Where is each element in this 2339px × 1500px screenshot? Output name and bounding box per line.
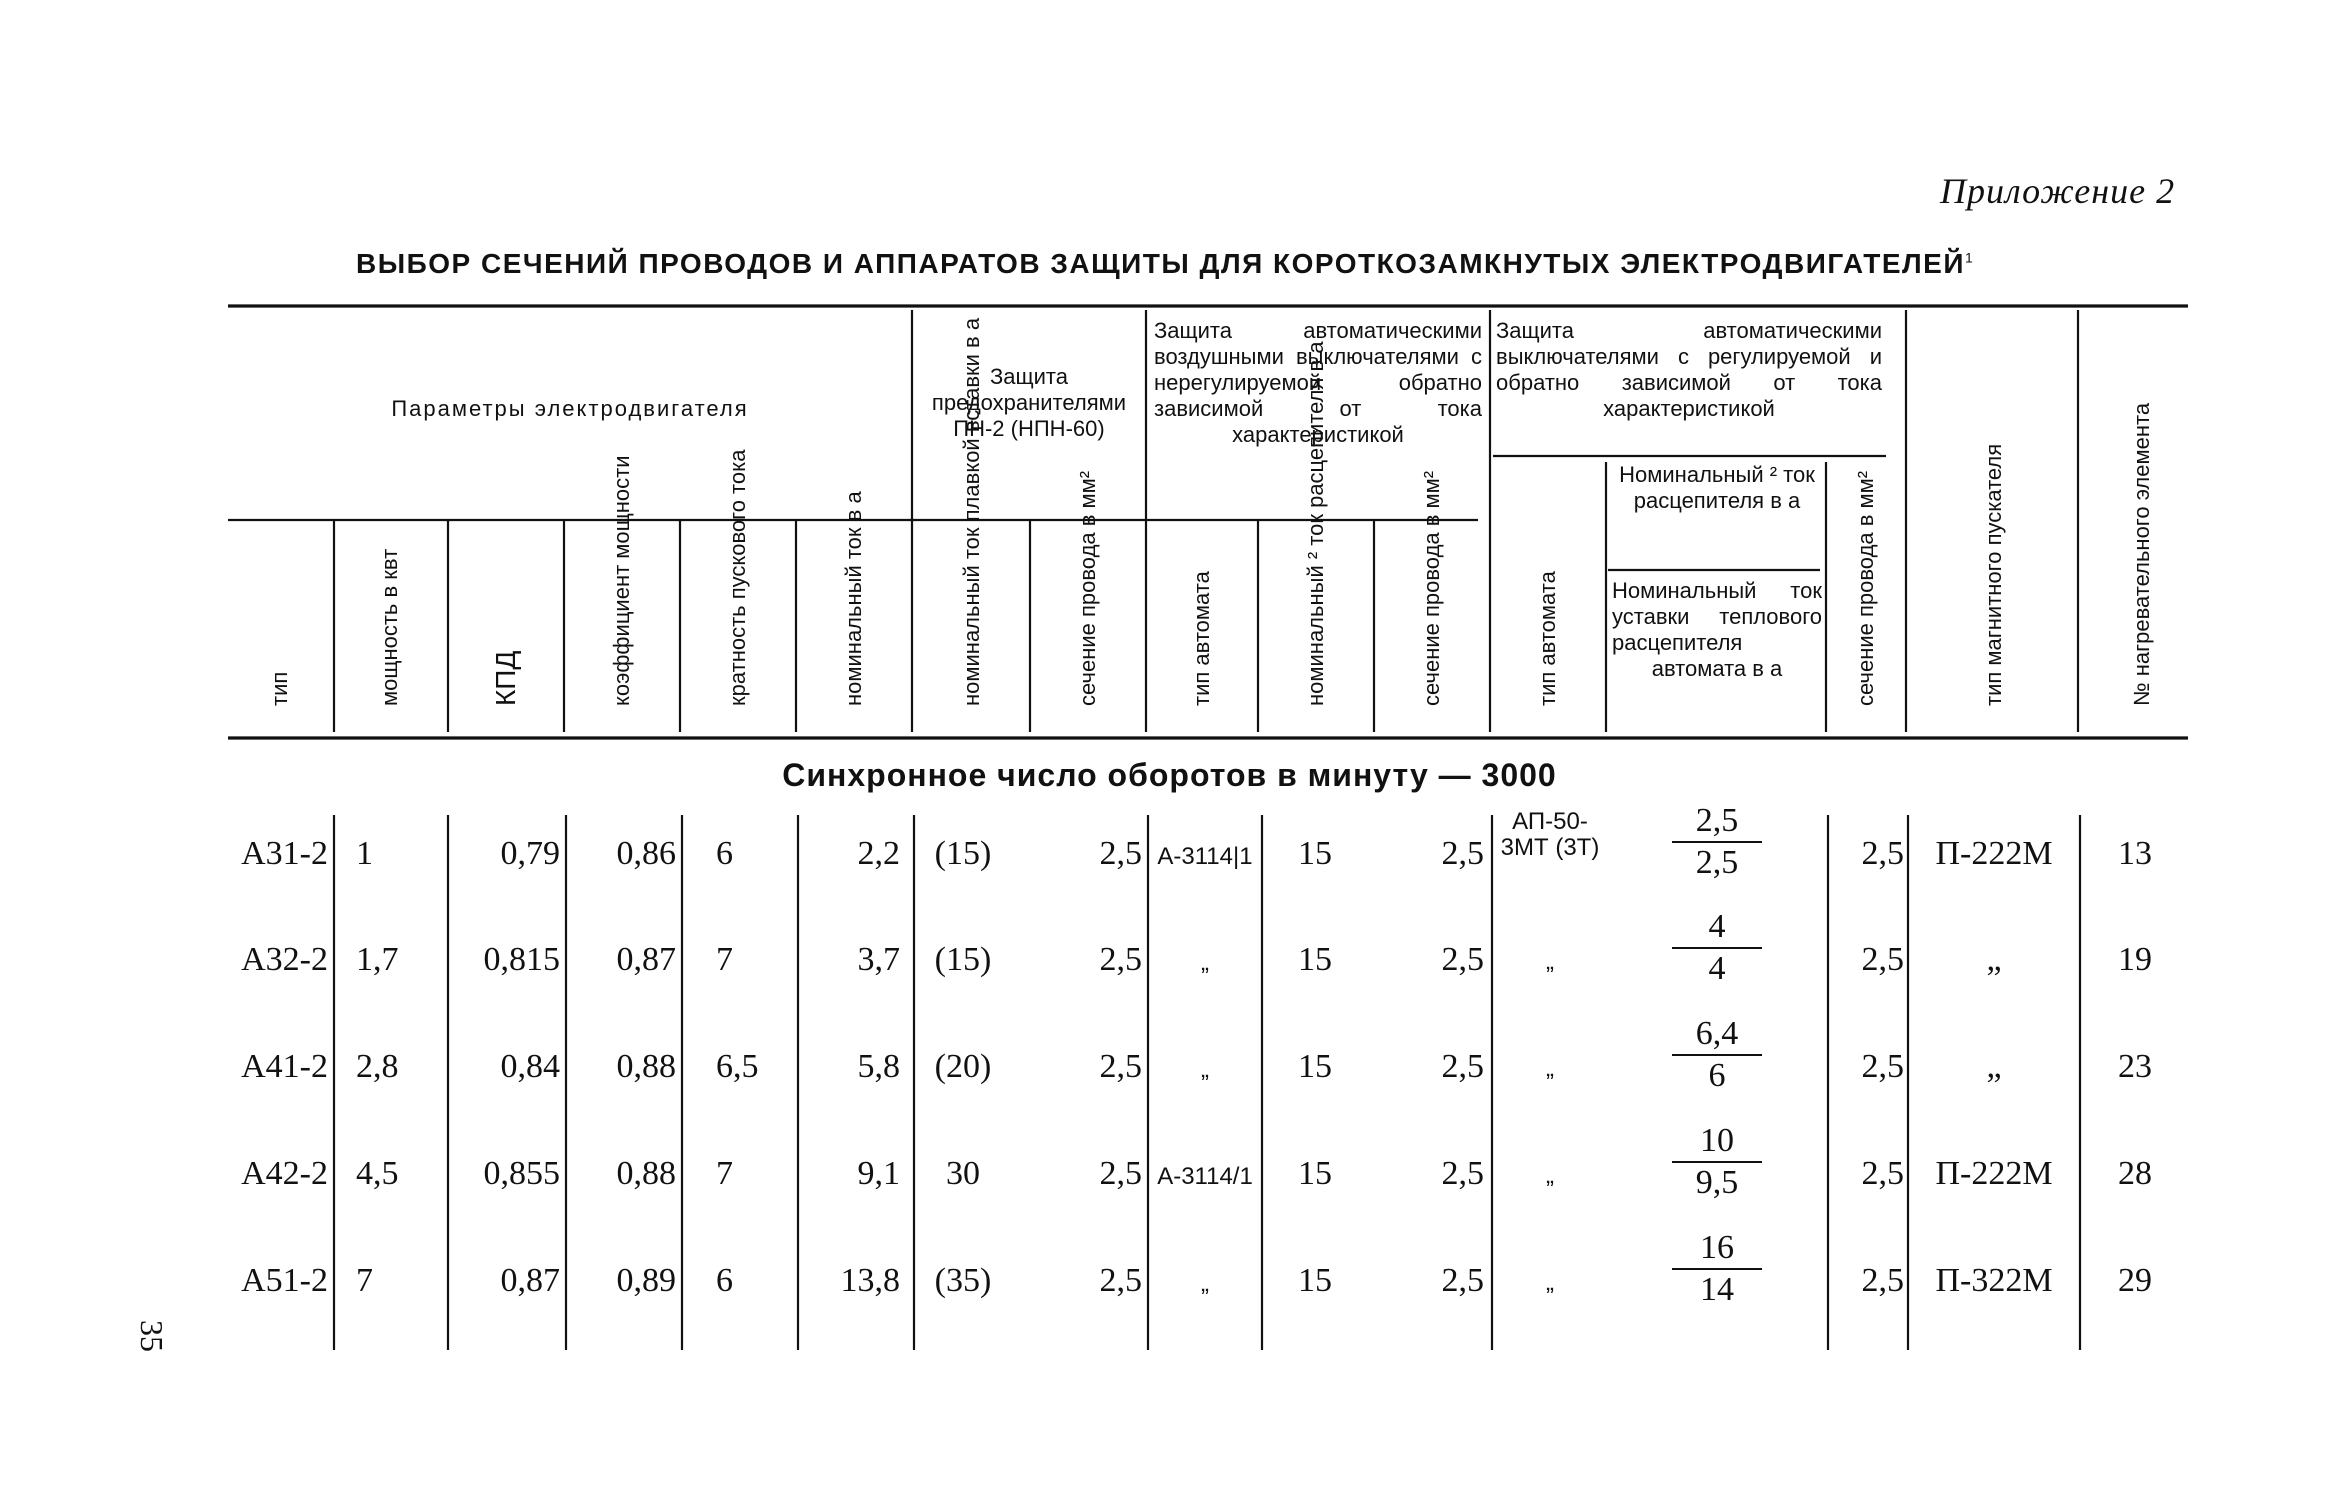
- cell-auto-wire: 2,5: [1861, 941, 1904, 978]
- cell-type: А32-2: [241, 941, 328, 978]
- cell-current: 9,1: [857, 1155, 900, 1192]
- cell-power: 7: [356, 1262, 373, 1299]
- cell-type: А51-2: [241, 1262, 328, 1299]
- cell-power: 2,8: [356, 1048, 399, 1085]
- cell-ratio: 6,5: [716, 1048, 759, 1085]
- cell-eff: 0,855: [483, 1155, 560, 1192]
- col-header-heater-no: № нагревательного элемента: [2129, 402, 2154, 706]
- cell-auto-wire: 2,5: [1861, 1048, 1904, 1085]
- cell-auto-wire: 2,5: [1861, 1262, 1904, 1299]
- cell-fuse: 30: [946, 1155, 980, 1192]
- cell-breaker: „: [1201, 949, 1209, 976]
- fraction-numerator: 6,4: [1672, 1014, 1762, 1056]
- fraction-numerator: 16: [1672, 1228, 1762, 1270]
- title-text: ВЫБОР СЕЧЕНИЙ ПРОВОДОВ И АППАРАТОВ ЗАЩИТЫ ДЛЯ КОРОТКОЗАМКНУТЫХ ЭЛЕКТРОДВИГАТЕЛЕЙ: [356, 248, 1965, 279]
- header-release-nom: Номинальный ² ток расцепителя в а: [1619, 462, 1815, 513]
- col-header-breaker-wire: сечение провода в мм²: [1419, 470, 1444, 706]
- cell-release: 15: [1298, 1262, 1332, 1299]
- col-header-starter-type: тип магнитного пускателя: [1981, 443, 2006, 706]
- cell-eff: 0,815: [483, 941, 560, 978]
- cell-fuse: (15): [934, 835, 992, 872]
- cell-current: 5,8: [857, 1048, 900, 1085]
- header-params-group: Параметры электродвигателя: [391, 396, 749, 421]
- col-header-power: мощность в квт: [377, 548, 402, 706]
- release-fraction: [1672, 801, 1762, 883]
- cell-breaker-wire: 2,5: [1441, 835, 1484, 872]
- col-header-eff: КПД: [490, 650, 521, 706]
- page-number: 35: [134, 1320, 170, 1352]
- cell-starter: П-222М: [1935, 835, 2053, 872]
- cell-ratio: 7: [716, 941, 733, 978]
- cell-breaker: „: [1201, 1056, 1209, 1083]
- cell-current: 13,8: [840, 1262, 900, 1299]
- cell-starter: П-322М: [1935, 1262, 2053, 1299]
- col-header-breaker-type: тип автомата: [1189, 571, 1214, 706]
- col-header-pf: коэффициент мощности: [609, 455, 634, 706]
- cell-ratio: 6: [716, 1262, 733, 1299]
- release-fraction: [1672, 1228, 1762, 1310]
- cell-breaker-wire: 2,5: [1441, 1262, 1484, 1299]
- cell-ratio: 6: [716, 835, 733, 872]
- cell-breaker-wire: 2,5: [1441, 1155, 1484, 1192]
- cell-auto-wire: 2,5: [1861, 835, 1904, 872]
- cell-pf: 0,88: [616, 1155, 676, 1192]
- header-thermal-setting: Номинальный ток уставки теплового расцепителя автомата в а: [1612, 578, 1822, 681]
- col-header-fuse-wire: сечение провода в мм²: [1075, 470, 1100, 706]
- cell-power: 1,7: [356, 941, 399, 978]
- cell-fuse-wire: 2,5: [1099, 1155, 1142, 1192]
- fraction-denominator: 6: [1708, 1057, 1726, 1094]
- col-header-start-ratio: кратность пускового тока: [725, 449, 750, 706]
- cell-fuse: (35): [934, 1262, 992, 1299]
- cell-fuse: (20): [934, 1048, 992, 1085]
- cell-release: 15: [1298, 941, 1332, 978]
- fraction-denominator: 9,5: [1695, 1164, 1739, 1201]
- cell-pf: 0,86: [616, 835, 676, 872]
- cell-pf: 0,88: [616, 1048, 676, 1085]
- header-adjustable-group: Защита автоматическими выключателями с регулируемой и обратно зависимой от тока характеристикой: [1496, 318, 1882, 421]
- fraction-numerator: 2,5: [1672, 801, 1762, 843]
- release-fraction: [1672, 1121, 1762, 1203]
- cell-pf: 0,89: [616, 1262, 676, 1299]
- cell-current: 2,2: [857, 835, 900, 872]
- cell-type: А41-2: [241, 1048, 328, 1085]
- release-fraction: [1672, 1014, 1762, 1096]
- cell-eff: 0,84: [500, 1048, 560, 1085]
- col-header-release-current: номинальный ² ток расцепителя в а: [1303, 341, 1328, 706]
- cell-starter: П-222М: [1935, 1155, 2053, 1192]
- col-header-type: тип: [267, 671, 292, 706]
- cell-starter: „: [1986, 941, 2002, 978]
- release-fraction: [1672, 907, 1762, 989]
- cell-release: 15: [1298, 1048, 1332, 1085]
- cell-current: 3,7: [857, 941, 900, 978]
- header-fuses-group: Защита предохранителями ПН-2 (НПН-60): [931, 364, 1127, 441]
- cell-type: А42-2: [241, 1155, 328, 1192]
- cell-heater: 19: [2118, 941, 2152, 978]
- cell-fuse-wire: 2,5: [1099, 1048, 1142, 1085]
- cell-auto: „: [1546, 948, 1554, 975]
- cell-breaker: „: [1201, 1270, 1209, 1297]
- cell-fuse-wire: 2,5: [1099, 1262, 1142, 1299]
- fraction-numerator: 4: [1672, 907, 1762, 949]
- cell-eff: 0,87: [500, 1262, 560, 1299]
- cell-pf: 0,87: [616, 941, 676, 978]
- section-title: Синхронное число оборотов в минуту — 3000: [782, 757, 1557, 793]
- cell-heater: 13: [2118, 835, 2152, 872]
- cell-starter: „: [1986, 1048, 2002, 1085]
- cell-breaker: А-3114|1: [1157, 843, 1253, 870]
- col-header-nom-current: номинальный ток в а: [841, 491, 866, 706]
- cell-auto: „: [1546, 1055, 1554, 1082]
- cell-auto: „: [1546, 1162, 1554, 1189]
- cell-eff: 0,79: [500, 835, 560, 872]
- cell-breaker: А-3114/1: [1157, 1163, 1253, 1190]
- col-header-auto-wire: сечение провода в мм²: [1853, 470, 1878, 706]
- cell-fuse-wire: 2,5: [1099, 835, 1142, 872]
- cell-type: А31-2: [241, 835, 328, 872]
- fraction-numerator: 10: [1672, 1121, 1762, 1163]
- cell-power: 1: [356, 835, 373, 872]
- cell-auto: „: [1546, 1269, 1554, 1296]
- cell-auto: АП-50-3МТ (3Т): [1500, 808, 1600, 861]
- cell-auto-wire: 2,5: [1861, 1155, 1904, 1192]
- cell-heater: 23: [2118, 1048, 2152, 1085]
- cell-release: 15: [1298, 835, 1332, 872]
- header-air-breakers-group: Защита автоматическими воздушными выключателями с нерегулируемой обратно зависимой от тока характеристикой: [1154, 318, 1482, 447]
- cell-heater: 28: [2118, 1155, 2152, 1192]
- cell-breaker-wire: 2,5: [1441, 1048, 1484, 1085]
- cell-release: 15: [1298, 1155, 1332, 1192]
- fraction-denominator: 2,5: [1695, 844, 1739, 881]
- col-header-auto-type: тип автомата: [1535, 571, 1560, 706]
- cell-power: 4,5: [356, 1155, 399, 1192]
- cell-heater: 29: [2118, 1262, 2152, 1299]
- cell-fuse: (15): [934, 941, 992, 978]
- cell-breaker-wire: 2,5: [1441, 941, 1484, 978]
- appendix-label: Приложение 2: [1940, 171, 2176, 211]
- title-footnote: 1: [1964, 249, 1975, 266]
- cell-ratio: 7: [716, 1155, 733, 1192]
- cell-fuse-wire: 2,5: [1099, 941, 1142, 978]
- col-header-fuse-current: номинальный ток плавкой вставки в а: [959, 317, 984, 706]
- fraction-denominator: 14: [1700, 1271, 1734, 1308]
- fraction-denominator: 4: [1708, 950, 1726, 987]
